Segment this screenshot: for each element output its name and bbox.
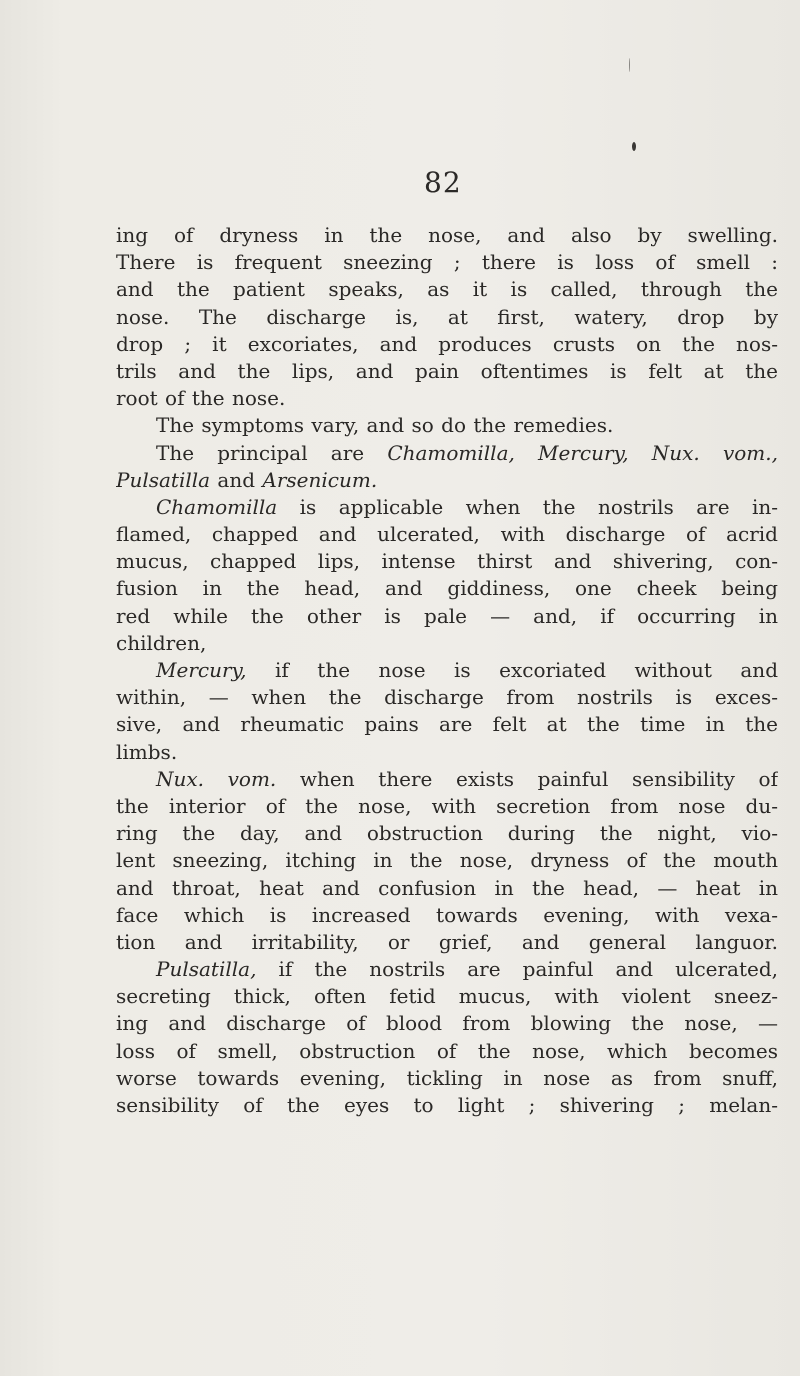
italic-text: Chamomilla, Mercury, Nux. vom., xyxy=(387,440,778,465)
text-run: lent sneezing, itching in the nose, dryness of the mouth xyxy=(116,848,778,873)
text-run: is applicable when the nostrils are in- xyxy=(277,494,778,519)
text-run: within, — when the discharge from nostrils is exces- xyxy=(116,685,778,710)
text-run: when there exists painful sensibility of xyxy=(276,766,778,791)
italic-text: Pulsatilla, xyxy=(156,957,257,982)
text-line xyxy=(116,412,778,439)
text-line xyxy=(116,902,778,929)
text-run: tion and irritability, or grief, and general languor. xyxy=(116,929,778,954)
text-run: ing and discharge of blood from blowing the nose, — xyxy=(116,1011,778,1036)
text-line xyxy=(116,331,778,358)
text-line xyxy=(116,739,778,766)
text-run: root of the nose. xyxy=(116,386,286,411)
text-line xyxy=(116,766,778,793)
text-line xyxy=(116,304,778,331)
text-line xyxy=(116,358,778,385)
text-run: and xyxy=(210,467,263,492)
text-run: sensibility of the eyes to light ; shivering ; melan- xyxy=(116,1093,778,1117)
text-run: secreting thick, often fetid mucus, with violent sneez- xyxy=(116,984,778,1009)
text-line xyxy=(116,222,778,249)
text-line xyxy=(116,983,778,1010)
italic-text: Mercury, xyxy=(156,658,247,682)
text-run: sive, and rheumatic pains are felt at the time in the xyxy=(116,712,778,737)
text-line xyxy=(116,820,778,847)
text-run: children, xyxy=(116,630,207,655)
text-line xyxy=(116,385,778,412)
text-line xyxy=(116,603,778,630)
body-text xyxy=(116,222,778,1119)
text-line xyxy=(116,875,778,902)
text-run: The symptoms vary, and so do the remedies. xyxy=(156,413,614,438)
text-line xyxy=(116,711,778,738)
text-run: mucus, chapped lips, intense thirst and shivering, con- xyxy=(116,549,778,574)
text-run: if the nostrils are painful and ulcerated, xyxy=(256,957,778,982)
text-run: drop ; it excoriates, and produces crusts on the nos- xyxy=(116,331,778,356)
text-line xyxy=(116,521,778,548)
text-line xyxy=(116,1010,778,1037)
text-run: limbs. xyxy=(116,739,178,764)
text-run: face which is increased towards evening, with vexa- xyxy=(116,902,778,927)
text-line xyxy=(116,956,778,983)
text-line xyxy=(116,929,778,956)
text-run: nose. The discharge is, at first, watery, drop by xyxy=(116,304,778,329)
text-run: and throat, heat and confusion in the head, — heat in xyxy=(116,875,778,900)
text-run: ring the day, and obstruction during the night, vio- xyxy=(116,821,778,846)
text-run: if the nose is excoriated without and xyxy=(246,658,778,682)
ink-speck xyxy=(632,142,636,151)
page-number: 82 xyxy=(424,166,462,199)
text-line xyxy=(116,548,778,575)
text-run: trils and the lips, and pain oftentimes is felt at the xyxy=(116,358,778,383)
text-line xyxy=(116,1038,778,1065)
text-line xyxy=(116,630,778,657)
text-line xyxy=(116,494,778,521)
ink-speck xyxy=(629,58,630,72)
text-run: ing of dryness in the nose, and also by swelling. xyxy=(116,223,778,247)
text-run: red while the other is pale — and, if occurring in xyxy=(116,603,778,628)
text-run: flamed, chapped and ulcerated, with discharge of acrid xyxy=(116,522,778,547)
text-line xyxy=(116,575,778,602)
italic-text: Arsenicum. xyxy=(262,467,378,492)
text-run: the interior of the nose, with secretion from nose du- xyxy=(116,793,778,818)
text-line xyxy=(116,793,778,820)
text-line xyxy=(116,657,778,684)
text-line xyxy=(116,440,778,467)
text-run: and the patient speaks, as it is called, through the xyxy=(116,277,778,302)
text-run: loss of smell, obstruction of the nose, which becomes xyxy=(116,1038,778,1063)
italic-text: Pulsatilla xyxy=(116,467,211,492)
italic-text: Nux. vom. xyxy=(156,766,277,791)
text-line xyxy=(116,1092,778,1119)
text-line xyxy=(116,467,778,494)
text-line xyxy=(116,1065,778,1092)
text-run: The principal are xyxy=(156,440,388,465)
text-run: fusion in the head, and giddiness, one cheek being xyxy=(116,576,778,601)
italic-text: Chamomilla xyxy=(156,494,278,519)
text-line xyxy=(116,684,778,711)
text-run: There is frequent sneezing ; there is loss of smell : xyxy=(116,250,778,275)
text-run: worse towards evening, tickling in nose as from snuff, xyxy=(116,1065,778,1090)
text-line xyxy=(116,249,778,276)
text-line xyxy=(116,847,778,874)
text-line xyxy=(116,276,778,303)
